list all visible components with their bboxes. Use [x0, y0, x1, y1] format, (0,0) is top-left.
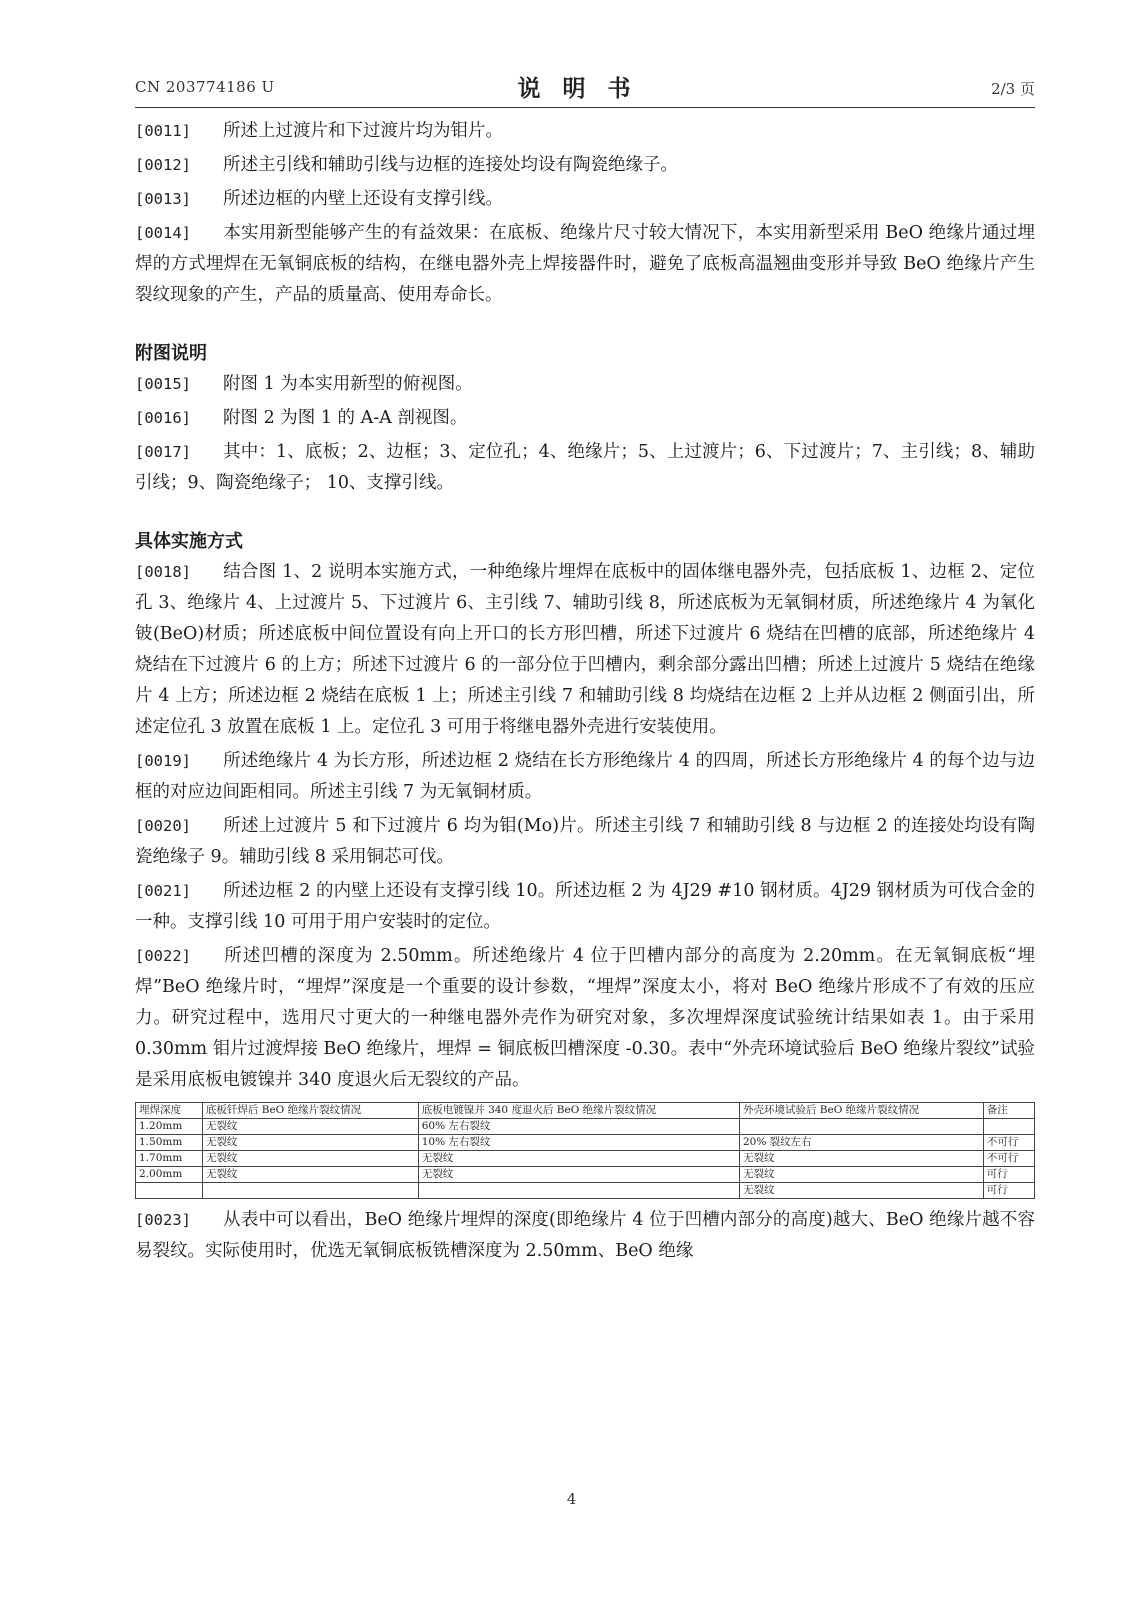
paragraph-number: [0019] — [135, 752, 191, 770]
table-header-cell: 外壳环境试验后 BeO 绝缘片裂纹情况 — [739, 1103, 983, 1119]
page-number: 4 — [566, 1490, 577, 1508]
paragraph — [135, 557, 1035, 743]
table-header-cell: 底板钎焊后 BeO 绝缘片裂纹情况 — [202, 1103, 418, 1119]
table-cell: 无裂纹 — [202, 1135, 418, 1151]
table-cell — [983, 1119, 1034, 1135]
table-cell: 1.50mm — [136, 1135, 203, 1151]
table-row — [136, 1183, 1035, 1199]
paragraph-number: [0022] — [135, 947, 191, 965]
table-cell: 无裂纹 — [202, 1167, 418, 1183]
paragraph-text: 附图 1 为本实用新型的俯视图。 — [223, 374, 473, 394]
page-indicator: 2/3 页 — [991, 80, 1035, 98]
table-header-cell: 备注 — [983, 1103, 1034, 1119]
table-cell: 10% 左右裂纹 — [418, 1135, 739, 1151]
paragraph-text: 所述绝缘片 4 为长方形，所述边框 2 烧结在长方形绝缘片 4 的四周，所述长方形绝缘片 4 的每个边与边框的对应边间距相同。所述主引线 7 为无氧铜材质。 — [135, 751, 1035, 802]
publication-number: CN 203774186 U — [135, 78, 275, 96]
spacer — [135, 502, 1035, 526]
results-table — [135, 1102, 1035, 1199]
paragraph-text: 所述主引线和辅助引线与边框的连接处均设有陶瓷绝缘子。 — [223, 155, 678, 175]
paragraph-number: [0011] — [135, 122, 191, 140]
paragraph-text: 本实用新型能够产生的有益效果：在底板、绝缘片尺寸较大情况下，本实用新型采用 BeO 绝缘片通过埋焊的方式埋焊在无氧铜底板的结构，在继电器外壳上焊接器件时，避免了底板高温翘曲变形并导致 BeO 绝缘片产生裂纹现象的产生，产品的质量高、使用寿命长。 — [135, 223, 1035, 305]
table-cell: 不可行 — [983, 1135, 1034, 1151]
paragraph-text: 所述边框 2 的内壁上还设有支撑引线 10。所述边框 2 为 4J29 #10 钢材质。4J29 钢材质为可伐合金的一种。支撑引线 10 可用于用户安装时的定位。 — [135, 881, 1035, 932]
section-heading-implementation: 具体实施方式 — [135, 531, 243, 552]
paragraph-text: 所述凹槽的深度为 2.50mm。所述绝缘片 4 位于凹槽内部分的高度为 2.20mm。在无氧铜底板“埋焊”BeO 绝缘片时，“埋焊”深度是一个重要的设计参数，“埋焊”深度太小，将对 BeO 绝缘片形成不了有效的压应力。研究过程中，选用尺寸更大的一种继电器外壳作为研究对象，多次埋焊深度试验统计结果如表 1。由于采用 0.30mm 钼片过渡焊接 BeO 绝缘片，埋焊 = 铜底板凹槽深度 -0.30。表中“外壳环境试验后 BeO 绝缘片裂纹”试验是采用底板电镀镍并 340 度退火后无裂纹的产品。 — [135, 946, 1035, 1090]
paragraph-text: 结合图 1、2 说明本实施方式，一种绝缘片埋焊在底板中的固体继电器外壳，包括底板 1、边框 2、定位孔 3、绝缘片 4、上过渡片 5、下过渡片 6、主引线 7、辅助引线 8，所述底板为无氧铜材质，所述绝缘片 4 为氧化铍(BeO)材质；所述底板中间位置设有向上开口的长方形凹槽，所述下过渡片 6 烧结在凹槽的底部，所述绝缘片 4 烧结在下过渡片 6 的上方；所述下过渡片 6 的一部分位于凹槽内，剩余部分露出凹槽；所述上过渡片 5 烧结在绝缘片 4 上方；所述边框 2 烧结在底板 1 上；所述主引线 7 和辅助引线 8 均烧结在边框 2 上并从边框 2 侧面引出，所述定位孔 3 放置在底板 1 上。定位孔 3 可用于将继电器外壳进行安装使用。 — [135, 562, 1035, 737]
table-cell: 无裂纹 — [202, 1119, 418, 1135]
paragraph-text: 附图 2 为图 1 的 A-A 剖视图。 — [223, 408, 468, 428]
table-cell — [739, 1119, 983, 1135]
table-header-cell: 底板电镀镍并 340 度退火后 BeO 绝缘片裂纹情况 — [418, 1103, 739, 1119]
paragraph-text: 其中：1、底板；2、边框；3、定位孔；4、绝缘片；5、上过渡片；6、下过渡片；7、主引线；8、辅助引线；9、陶瓷绝缘子； 10、支撑引线。 — [135, 442, 1035, 493]
table-cell: 1.20mm — [136, 1119, 203, 1135]
table-cell: 60% 左右裂纹 — [418, 1119, 739, 1135]
paragraph — [135, 746, 1035, 808]
paragraph-number: [0016] — [135, 409, 191, 427]
table-cell: 无裂纹 — [418, 1151, 739, 1167]
paragraph — [135, 941, 1035, 1096]
paragraph — [135, 876, 1035, 938]
table-cell: 不可行 — [983, 1151, 1034, 1167]
table-cell: 无裂纹 — [739, 1183, 983, 1199]
paragraph-number: [0013] — [135, 190, 191, 208]
paragraph — [135, 403, 1035, 434]
table-cell — [418, 1183, 739, 1199]
paragraph-number: [0020] — [135, 817, 191, 835]
document-body — [135, 116, 1035, 1270]
paragraph — [135, 1205, 1035, 1267]
table-row — [136, 1119, 1035, 1135]
table-header-row — [136, 1103, 1035, 1119]
paragraph — [135, 116, 1035, 147]
paragraph-text: 从表中可以看出，BeO 绝缘片埋焊的深度(即绝缘片 4 位于凹槽内部分的高度)越大、BeO 绝缘片越不容易裂纹。实际使用时，优选无氧铜底板铣槽深度为 2.50mm、BeO 绝缘 — [135, 1210, 1035, 1261]
paragraph — [135, 218, 1035, 311]
table-cell: 1.70mm — [136, 1151, 203, 1167]
paragraph-text: 所述上过渡片和下过渡片均为钼片。 — [223, 121, 503, 141]
paragraph-number: [0017] — [135, 443, 191, 461]
paragraph — [135, 437, 1035, 499]
table-cell: 无裂纹 — [739, 1151, 983, 1167]
paragraph-number: [0021] — [135, 882, 191, 900]
table-cell: 无裂纹 — [418, 1167, 739, 1183]
table-row — [136, 1167, 1035, 1183]
spacer — [135, 314, 1035, 338]
paragraph-text: 所述边框的内壁上还设有支撑引线。 — [223, 189, 503, 209]
table-cell: 2.00mm — [136, 1167, 203, 1183]
paragraph-number: [0018] — [135, 563, 191, 581]
table-cell — [136, 1183, 203, 1199]
table-header-cell: 埋焊深度 — [136, 1103, 203, 1119]
paragraph — [135, 150, 1035, 181]
table-cell: 无裂纹 — [739, 1167, 983, 1183]
table-row — [136, 1135, 1035, 1151]
document-title: 说明书 — [517, 75, 653, 102]
table-cell: 20% 裂纹左右 — [739, 1135, 983, 1151]
paragraph — [135, 811, 1035, 873]
paragraph-number: [0023] — [135, 1211, 191, 1229]
section-heading-figures: 附图说明 — [135, 343, 207, 364]
table-cell — [202, 1183, 418, 1199]
paragraph — [135, 184, 1035, 215]
table-cell: 可行 — [983, 1183, 1034, 1199]
paragraph — [135, 369, 1035, 400]
table-cell: 无裂纹 — [202, 1151, 418, 1167]
table-cell: 可行 — [983, 1167, 1034, 1183]
header-divider — [135, 107, 1035, 108]
page-header — [135, 70, 1035, 104]
paragraph-number: [0012] — [135, 156, 191, 174]
table-row — [136, 1151, 1035, 1167]
paragraph-number: [0014] — [135, 224, 191, 242]
paragraph-text: 所述上过渡片 5 和下过渡片 6 均为钼(Mo)片。所述主引线 7 和辅助引线 8 与边框 2 的连接处均设有陶瓷绝缘子 9。辅助引线 8 采用铜芯可伐。 — [135, 816, 1035, 867]
paragraph-number: [0015] — [135, 375, 191, 393]
